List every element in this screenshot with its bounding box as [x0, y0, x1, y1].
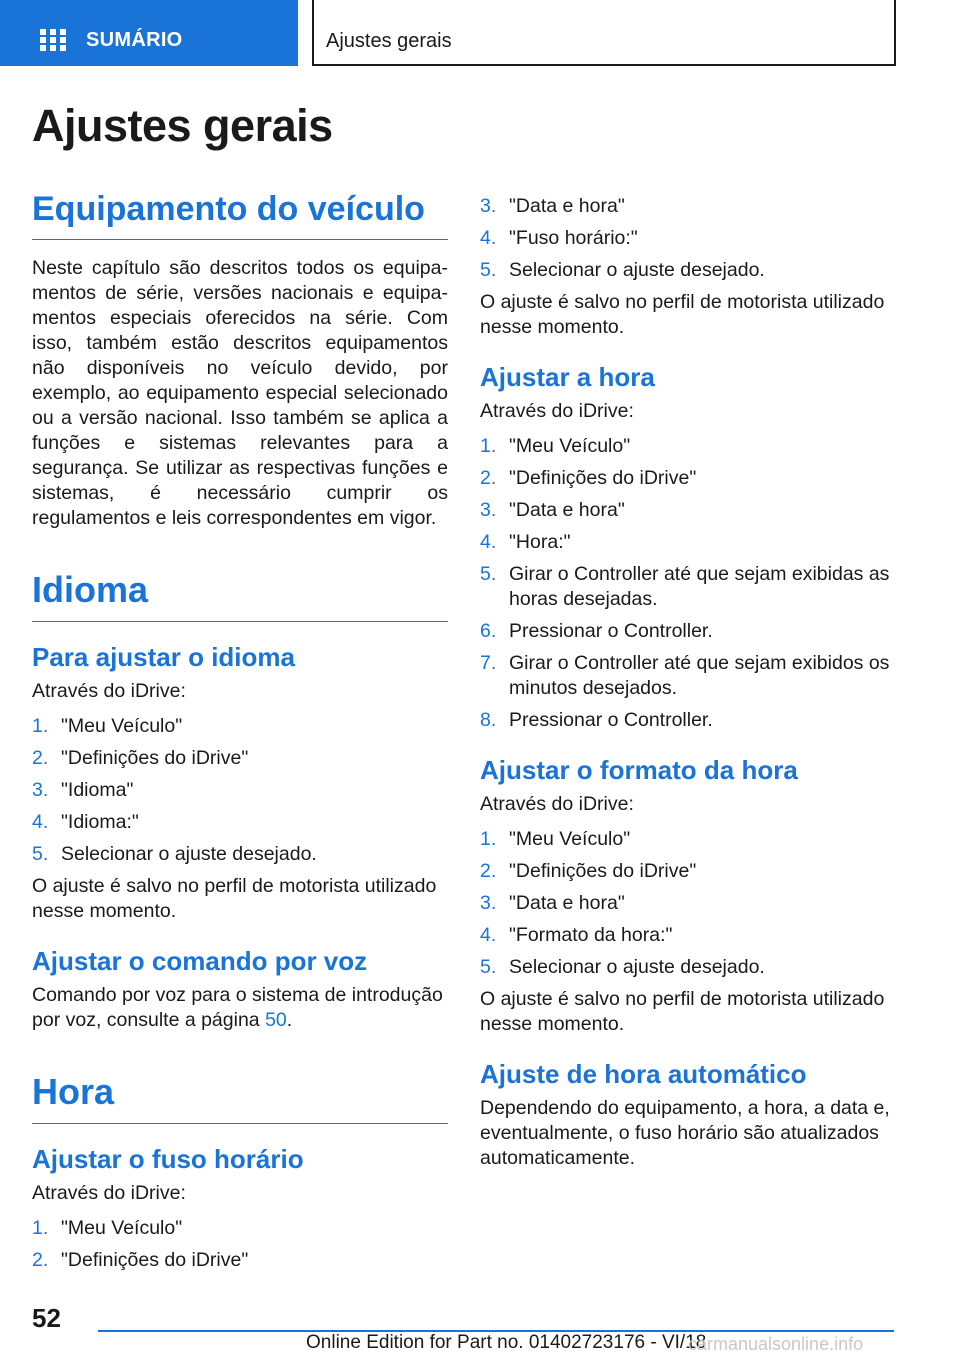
voz-text: Comando por voz para o sistema de introdução por voz, consulte a página 50. [32, 984, 443, 1031]
formato-intro: Através do iDrive: [480, 793, 634, 815]
fuso-steps-left [32, 1216, 448, 1273]
list-item: 8. Pressionar o Controller. [480, 709, 713, 731]
list-item: 2. "Definições do iDrive" [480, 860, 697, 882]
list-item: 4. "Formato da hora:" [480, 924, 673, 946]
footer-edition: Online Edition for Part no. 01402723176 - VI/18 [306, 1332, 707, 1353]
list-item: 7. Girar o Controller até que sejam exibidos os minutos desejados. [480, 652, 890, 699]
grid-menu-icon [40, 29, 66, 51]
list-item: 5. Girar o Controller até que sejam exibidas as horas desejadas. [480, 563, 890, 610]
list-item: 3. "Idioma" [32, 779, 134, 801]
list-item: 5. Selecionar o ajuste desejado. [480, 259, 765, 281]
toc-label: SUMÁRIO [86, 29, 183, 51]
auto-text: Dependendo do equipamento, a hora, a data e, eventualmente, o fuso horário são atualizados automaticamente. [480, 1097, 890, 1169]
subsection-title-ajustar-hora: Ajustar a hora [480, 362, 655, 392]
breadcrumb-label: Ajustes gerais [326, 30, 452, 52]
formato-steps [480, 827, 896, 980]
right-column [480, 190, 896, 1171]
subsection-title-hora-automatico: Ajuste de hora automático [480, 1059, 807, 1089]
list-item: 3. "Data e hora" [480, 892, 625, 914]
left-column [32, 190, 448, 1280]
idioma-note: O ajuste é salvo no perfil de motorista utilizado nesse momento. [32, 875, 437, 922]
list-item: 5. Selecionar o ajuste desejado. [480, 956, 765, 978]
list-item: 2. "Definições do iDrive" [32, 747, 249, 769]
subsection-title-fuso-horario: Ajustar o fuso horário [32, 1144, 304, 1174]
list-item: 4. "Hora:" [480, 531, 571, 553]
equipamento-body: Neste capítulo são descritos todos os equipamentos de série, versões nacionais e equipamentos especiais oferecidos na série. Com isso, também estão descritos equipamentos não disponíveis no veículo devido, por exemplo, ao equipamento especial selecionado ou a versão nacional. Isso também se aplica a funções e sistemas relevantes para a segurança. Se utilizar as respectivas funções e sistemas, é necessário cumprir os regulamentos e leis correspondentes em vigor. [32, 257, 448, 529]
list-item: 1. "Meu Veículo" [480, 435, 631, 457]
list-item: 2. "Definições do iDrive" [480, 467, 697, 489]
list-item: 6. Pressionar o Controller. [480, 620, 713, 642]
subsection-title-para-ajustar-idioma: Para ajustar o idioma [32, 642, 295, 672]
watermark: carmanualsonline.info [688, 1334, 864, 1354]
list-item: 4. "Fuso horário:" [480, 227, 638, 249]
list-item: 5. Selecionar o ajuste desejado. [32, 843, 317, 865]
list-item: 1. "Meu Veículo" [32, 715, 183, 737]
list-item: 3. "Data e hora" [480, 499, 625, 521]
section-title-equipamento: Equipamento do veículo [32, 190, 448, 240]
idioma-intro: Através do iDrive: [32, 680, 186, 702]
list-item: 1. "Meu Veículo" [480, 828, 631, 850]
formato-note: O ajuste é salvo no perfil de motorista utilizado nesse momento. [480, 988, 885, 1035]
page-title: Ajustes gerais [32, 100, 333, 151]
subsection-title-comando-voz: Ajustar o comando por voz [32, 946, 368, 976]
fuso-intro: Através do iDrive: [32, 1182, 186, 1204]
hora-steps [480, 434, 896, 733]
list-item: 4. "Idioma:" [32, 811, 139, 833]
page-link-50[interactable]: 50 [265, 1009, 287, 1031]
subsection-title-formato-hora: Ajustar o formato da hora [480, 755, 798, 785]
page-number: 52 [32, 1303, 61, 1333]
toc-button[interactable] [0, 0, 298, 66]
idioma-steps [32, 714, 448, 867]
section-title-idioma: Idioma [32, 569, 448, 622]
breadcrumb [312, 0, 896, 66]
hora-intro: Através do iDrive: [480, 400, 634, 422]
fuso-steps-right [480, 194, 896, 283]
fuso-note: O ajuste é salvo no perfil de motorista utilizado nesse momento. [480, 291, 885, 338]
list-item: 1. "Meu Veículo" [32, 1217, 183, 1239]
list-item: 2. "Definições do iDrive" [32, 1249, 249, 1271]
list-item: 3. "Data e hora" [480, 195, 625, 217]
section-title-hora: Hora [32, 1071, 448, 1124]
